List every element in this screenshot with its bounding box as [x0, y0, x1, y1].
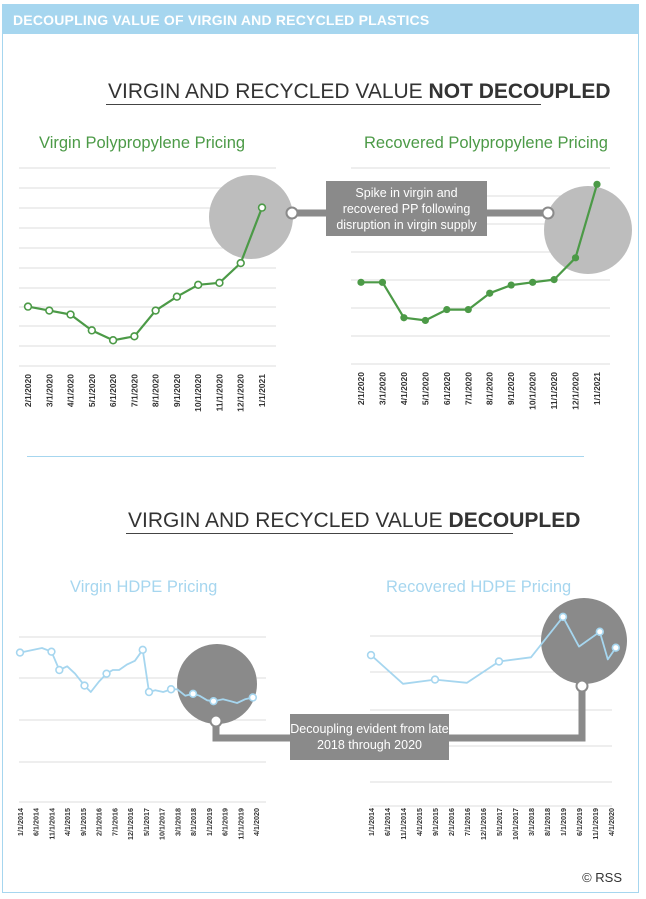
section-heading-bottom-prefix: VIRGIN AND RECYCLED VALUE: [128, 509, 449, 532]
x-tick-label: 5/1/2020: [420, 372, 431, 406]
x-tick-label: 12/1/2020: [235, 374, 246, 412]
data-point: [168, 686, 175, 693]
x-tick-label: 1/1/2019: [559, 808, 568, 836]
x-tick-label: 5/1/2017: [141, 808, 151, 836]
x-tick-label: 1/1/2021: [257, 374, 267, 408]
chart-title-recovered-pp: Recovered Polypropylene Pricing: [364, 134, 608, 152]
callout-pp-knob-left: [287, 208, 298, 219]
x-tick-label: 8/1/2018: [543, 808, 552, 836]
data-point: [139, 646, 146, 653]
data-point: [25, 303, 32, 310]
section-heading-bottom-emphasis: DECOUPLED: [448, 509, 581, 532]
x-tick-label: 12/1/2016: [126, 808, 136, 840]
x-tick-label: 4/1/2020: [252, 808, 261, 836]
data-point: [216, 279, 223, 286]
data-point: [67, 311, 74, 318]
data-point: [56, 667, 63, 674]
x-tick-label: 11/1/2020: [214, 374, 225, 412]
x-tick-label: 9/1/2015: [431, 808, 440, 836]
chart-title-virgin-pp: Virgin Polypropylene Pricing: [39, 134, 246, 152]
data-point: [131, 333, 138, 340]
highlight-circle-recovered-pp: [544, 186, 632, 274]
data-point: [190, 690, 197, 697]
data-point: [443, 306, 450, 313]
x-tick-label: 10/1/2020: [527, 372, 538, 410]
data-point: [259, 204, 266, 211]
x-tick-label: 8/1/2018: [189, 808, 199, 836]
x-tick-label: 3/1/2020: [44, 374, 55, 408]
data-point: [357, 279, 364, 286]
x-tick-label: 10/1/2017: [157, 808, 167, 840]
x-tick-label: 7/1/2020: [129, 374, 140, 408]
callout-pp-knob-right: [543, 208, 554, 219]
callout-hdpe: Decoupling evident from late 2018 through 2020: [290, 714, 449, 760]
chart-title-recovered-hdpe: Recovered HDPE Pricing: [386, 578, 572, 596]
data-point: [249, 694, 256, 701]
data-point: [46, 307, 53, 314]
data-point: [103, 670, 110, 677]
x-tick-label: 6/1/2019: [575, 808, 584, 836]
data-point: [486, 290, 493, 297]
data-point: [593, 181, 600, 188]
data-point: [465, 306, 472, 313]
x-tick-label: 6/1/2020: [108, 374, 119, 408]
chart-title-virgin-hdpe: Virgin HDPE Pricing: [70, 578, 218, 596]
data-point: [496, 658, 503, 665]
data-point: [612, 644, 619, 651]
x-tick-label: 4/1/2020: [607, 808, 616, 836]
x-tick-label: 2/1/2020: [356, 372, 366, 406]
chart-virgin-pp: [19, 168, 293, 412]
data-point: [174, 293, 181, 300]
copyright-notice: © RSS: [582, 870, 622, 885]
x-tick-label: 3/1/2018: [527, 808, 536, 836]
data-point: [572, 254, 579, 261]
data-point: [422, 317, 429, 324]
x-tick-label: 6/1/2014: [383, 808, 392, 836]
data-point: [195, 281, 202, 288]
x-tick-label: 7/1/2016: [110, 808, 120, 836]
data-point: [560, 613, 567, 620]
x-tick-label: 5/1/2020: [86, 374, 97, 408]
highlight-circle-virgin-pp: [209, 175, 293, 259]
x-tick-label: 6/1/2019: [220, 808, 230, 836]
data-point: [81, 682, 88, 689]
x-tick-label: 3/1/2018: [173, 808, 183, 836]
x-tick-label: 1/1/2021: [592, 372, 602, 406]
x-tick-label: 1/1/2014: [16, 808, 25, 836]
data-point: [508, 281, 515, 288]
section-heading-top-emphasis: NOT DECOUPLED: [428, 80, 611, 103]
x-tick-label: 4/1/2015: [63, 808, 73, 836]
x-tick-label: 10/1/2017: [511, 808, 520, 840]
x-tick-label: 7/1/2020: [463, 372, 474, 406]
x-tick-label: 12/1/2016: [479, 808, 488, 840]
data-point: [550, 276, 557, 283]
banner-title: DECOUPLING VALUE OF VIRGIN AND RECYCLED PLASTICS: [13, 12, 430, 28]
callout-hdpe-connector-left: [216, 722, 290, 738]
x-tick-label: 1/1/2014: [367, 808, 376, 836]
x-tick-label: 4/1/2015: [415, 808, 424, 836]
x-tick-label: 11/1/2019: [236, 808, 246, 840]
x-tick-label: 11/1/2020: [549, 372, 560, 410]
data-point: [210, 698, 217, 705]
highlight-circle-recovered-hdpe: [541, 598, 627, 684]
x-tick-label: 12/1/2020: [570, 372, 581, 410]
x-tick-label: 9/1/2020: [171, 374, 182, 408]
x-tick-label: 2/1/2016: [94, 808, 104, 836]
x-tick-label: 1/1/2019: [204, 808, 214, 836]
x-tick-label: 8/1/2020: [150, 374, 161, 408]
x-tick-label: 7/1/2016: [463, 808, 472, 836]
data-point: [237, 260, 244, 267]
x-tick-label: 9/1/2020: [506, 372, 517, 406]
data-point: [146, 689, 153, 696]
x-tick-label: 9/1/2015: [78, 808, 88, 836]
x-tick-label: 4/1/2020: [398, 372, 409, 406]
x-tick-label: 10/1/2020: [193, 374, 204, 412]
x-tick-label: 2/1/2020: [23, 374, 33, 408]
x-tick-label: 11/1/2014: [47, 808, 57, 840]
x-tick-label: 8/1/2020: [484, 372, 495, 406]
x-tick-label: 6/1/2020: [441, 372, 452, 406]
data-point: [48, 648, 55, 655]
callout-hdpe-connector-right: [449, 686, 582, 738]
x-tick-label: 4/1/2020: [65, 374, 76, 408]
x-tick-label: 2/1/2016: [447, 808, 456, 836]
data-point: [110, 337, 117, 344]
callout-hdpe-knob-left: [211, 716, 222, 727]
x-tick-label: 11/1/2014: [399, 808, 408, 840]
x-tick-label: 5/1/2017: [495, 808, 504, 836]
data-point: [368, 652, 375, 659]
data-point: [400, 314, 407, 321]
section-heading-top-prefix: VIRGIN AND RECYCLED VALUE: [108, 80, 429, 103]
data-point: [17, 649, 24, 656]
data-point: [88, 327, 95, 334]
data-point: [529, 279, 536, 286]
x-tick-label: 11/1/2019: [591, 808, 600, 840]
data-point: [379, 279, 386, 286]
callout-pp: Spike in virgin and recovered PP following disruption in virgin supply: [326, 181, 487, 236]
data-point: [432, 676, 439, 683]
highlight-circle-virgin-hdpe: [177, 644, 257, 724]
callout-hdpe-knob-right: [577, 681, 588, 692]
x-tick-label: 3/1/2020: [377, 372, 388, 406]
x-tick-label: 6/1/2014: [31, 808, 41, 836]
data-point: [152, 307, 159, 314]
data-point: [596, 628, 603, 635]
